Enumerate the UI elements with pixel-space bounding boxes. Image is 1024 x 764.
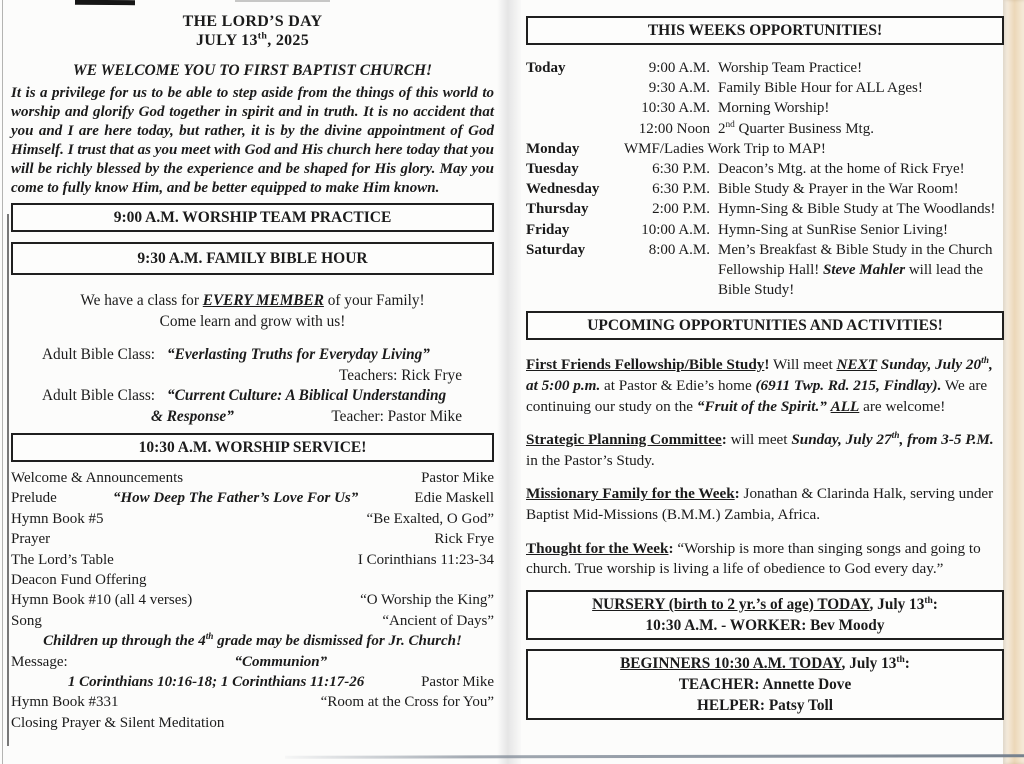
schedule-time: 9:30 A.M.	[648, 80, 710, 97]
nursery-worker: 10:30 A.M. - WORKER: Bev Moody	[645, 616, 885, 634]
schedule-row	[526, 98, 1004, 118]
service-song: “O Worship the King”	[360, 592, 494, 609]
schedule-day	[526, 260, 616, 280]
adult-class-label: Adult Bible Class:	[42, 387, 156, 404]
schedule-day: Friday	[526, 221, 570, 238]
adult-class-row	[11, 345, 494, 366]
schedule-desc: 2nd Quarter Business Mtg.	[718, 119, 874, 137]
service-row	[11, 692, 494, 712]
schedule-time: 6:30 P.M.	[652, 161, 710, 178]
beginners-teacher: TEACHER: Annette Dove	[678, 675, 852, 693]
scan-artifact-top-line	[235, 0, 330, 2]
schedule-day	[526, 119, 616, 139]
welcome-paragraph: It is a privilege for us to be able to step aside from the things of this world to worship and glorify God together in spirit and in truth. It is no accident that you and I are here today, but rather, it is by the divine appointment of God Himself. I trust that as you meet with God and His church here today that you will be richly blessed by the experience and be shaped for His glory. May you come to fully know Him, and be better equipped to make Him known.	[11, 85, 494, 196]
scan-artifact-left-line-dark	[7, 214, 9, 746]
schedule-time: 12:00 Noon	[638, 120, 710, 137]
header-worship-service: 10:30 A.M. WORSHIP SERVICE!	[11, 433, 494, 462]
page-edge-tan-band	[1003, 0, 1024, 764]
schedule-time: 10:30 A.M.	[641, 100, 710, 117]
header-worship-team-practice: 9:00 A.M. WORSHIP TEAM PRACTICE	[11, 203, 494, 232]
schedule-desc: Men’s Breakfast & Bible Study in the Church	[718, 241, 993, 258]
message-title: “Communion”	[234, 653, 328, 670]
schedule-row	[526, 119, 1004, 139]
adult-class-row	[11, 407, 494, 428]
service-scripture: I Corinthians 11:23-34	[357, 551, 494, 568]
service-song-title	[183, 468, 421, 488]
service-row	[11, 631, 494, 651]
nursery-box	[526, 590, 1004, 640]
bulletin-left-page	[11, 12, 494, 733]
adult-class-teacher: Teachers: Rick Frye	[339, 366, 462, 384]
scan-artifact-top-bar	[75, 0, 135, 5]
service-row	[11, 672, 494, 692]
service-song-title	[104, 509, 367, 529]
announcement-thought-for-week: Thought for the Week: “Worship is more than singing songs and going to church. True worship is living a life of obedience to God every day.”	[526, 539, 981, 578]
header-family-bible-hour: 9:30 A.M. FAMILY BIBLE HOUR	[11, 242, 494, 275]
schedule-row	[526, 179, 1004, 199]
beginners-box	[526, 649, 1004, 720]
schedule-day	[526, 98, 616, 118]
schedule-row	[526, 58, 1004, 78]
schedule-day: Thursday	[526, 201, 589, 218]
schedule-row	[526, 159, 1004, 179]
service-song-title	[42, 611, 383, 631]
service-row	[11, 590, 494, 610]
adult-bible-classes	[11, 345, 494, 427]
schedule-day	[526, 78, 616, 98]
service-item: Deacon Fund Offering	[11, 572, 147, 589]
beginners-heading: BEGINNERS 10:30 A.M. TODAY, July 13th:	[620, 654, 910, 672]
service-song-title	[50, 529, 434, 549]
service-item: Prelude	[11, 490, 57, 507]
page-title-date: JULY 13th, 2025	[195, 30, 310, 49]
schedule-row	[526, 78, 1004, 98]
service-row	[11, 652, 494, 672]
class-invite-line2: Come learn and grow with us!	[159, 313, 346, 330]
schedule-row	[526, 280, 1004, 300]
service-song-title	[224, 713, 494, 733]
service-item: Song	[11, 612, 42, 629]
adult-class-title: “Everlasting Truths for Everyday Living”	[167, 346, 430, 363]
schedule-time	[624, 260, 710, 280]
schedule-row	[526, 220, 1004, 240]
schedule-time: 2:00 P.M.	[652, 201, 710, 218]
schedule-desc: WMF/Ladies Work Trip to MAP!	[624, 140, 826, 157]
schedule-time: 6:30 P.M.	[652, 181, 710, 198]
announcement-first-friends: First Friends Fellowship/Bible Study! Will meet NEXT Sunday, July 20th, at 5:00 p.m. at Pastor & Edie’s home (6911 Twp. Rd. 215, Findlay). We are continuing our study on the “Fruit of the Spirit.” ALL are welcome!	[526, 356, 993, 415]
schedule-day: Saturday	[526, 241, 586, 258]
announcement-missionary-family: Missionary Family for the Week: Jonathan & Clarinda Halk, serving under Baptist Mid-Missions (B.M.M.) Zambia, Africa.	[526, 485, 994, 523]
schedule-day: Wednesday	[526, 181, 600, 198]
scan-artifact-bottom-edge	[285, 754, 1024, 759]
service-row	[11, 713, 494, 733]
announcement-strategic-planning: Strategic Planning Committee: will meet Sunday, July 27th, from 3-5 P.M. in the Pastor’s Study.	[526, 431, 994, 469]
nursery-heading: NURSERY (birth to 2 yr.’s of age) TODAY, July 13th:	[592, 595, 938, 613]
schedule-desc: Hymn-Sing at SunRise Senior Living!	[718, 221, 948, 238]
beginners-helper: HELPER: Patsy Toll	[697, 696, 833, 714]
schedule-day	[526, 280, 616, 300]
service-song-title	[119, 692, 321, 712]
schedule-row	[526, 240, 1004, 260]
adult-class-title: “Current Culture: A Biblical Understanding	[167, 387, 447, 404]
service-item: The Lord’s Table	[11, 551, 114, 568]
service-song-title: “How Deep The Father’s Love For Us”	[112, 490, 359, 507]
service-row	[11, 550, 494, 570]
service-item: Closing Prayer & Silent Meditation	[11, 714, 225, 731]
service-person: Edie Maskell	[414, 490, 494, 507]
schedule-time: 8:00 A.M.	[648, 241, 710, 258]
schedule-day: Today	[526, 60, 566, 76]
schedule-row	[526, 199, 1004, 219]
service-row	[11, 529, 494, 549]
service-song-title	[114, 550, 358, 570]
scan-artifact-left-line-light	[2, 0, 3, 764]
schedule-desc: Bible Study & Prayer in the War Room!	[718, 181, 959, 198]
page-fold-shadow	[497, 0, 521, 764]
service-item: Welcome & Announcements	[11, 470, 184, 486]
service-song: “Be Exalted, O God”	[366, 510, 494, 527]
service-person: Pastor Mike	[421, 470, 494, 486]
header-upcoming-opportunities: UPCOMING OPPORTUNITIES AND ACTIVITIES!	[526, 311, 1004, 340]
service-item: Hymn Book #10 (all 4 verses)	[11, 592, 193, 609]
adult-class-teacher: Teacher: Pastor Mike	[331, 407, 462, 425]
service-song: “Room at the Cross for You”	[320, 694, 494, 711]
schedule-desc: Deacon’s Mtg. at the home of Rick Frye!	[718, 161, 965, 178]
header-this-weeks-opportunities: THIS WEEKS OPPORTUNITIES!	[526, 16, 1004, 45]
schedule-desc: Morning Worship!	[718, 100, 830, 117]
class-invite-line1: We have a class for EVERY MEMBER of your Family!	[80, 292, 425, 309]
schedule-day: Tuesday	[526, 161, 579, 178]
service-song-title	[192, 590, 360, 610]
service-item: Hymn Book #5	[11, 510, 104, 527]
service-row	[11, 570, 494, 590]
adult-class-label: Adult Bible Class:	[42, 346, 156, 363]
service-person: Rick Frye	[434, 531, 494, 548]
service-item: Hymn Book #331	[11, 694, 119, 711]
schedule-time: 10:00 A.M.	[641, 221, 710, 238]
schedule-desc: Family Bible Hour for ALL Ages!	[718, 80, 923, 97]
bulletin-right-page	[526, 16, 1004, 720]
schedule-time: 9:00 A.M.	[648, 60, 710, 76]
message-scripture: 1 Corinthians 10:16-18; 1 Corinthians 11:17-26	[67, 674, 365, 691]
schedule-day: Monday	[526, 140, 580, 157]
adult-class-row	[11, 386, 494, 407]
schedule-row	[526, 139, 1004, 159]
schedule-time	[624, 280, 710, 300]
service-row	[11, 611, 494, 631]
service-row	[11, 488, 494, 508]
welcome-heading: WE WELCOME YOU TO FIRST BAPTIST CHURCH!	[72, 62, 433, 79]
schedule-desc: Hymn-Sing & Bible Study at The Woodlands!	[718, 201, 996, 218]
service-item: Message:	[11, 653, 68, 670]
order-of-service	[11, 468, 494, 733]
adult-class-title-cont: & Response”	[151, 407, 234, 425]
schedule-desc: Bible Study!	[718, 282, 795, 299]
service-song: “Ancient of Days”	[382, 612, 494, 629]
schedule-row	[526, 260, 1004, 280]
schedule-desc: Worship Team Practice!	[718, 60, 863, 76]
schedule-desc: Fellowship Hall! Steve Mahler will lead the	[718, 262, 983, 279]
service-song-title	[147, 570, 494, 590]
service-row	[11, 509, 494, 529]
class-invite-block	[11, 290, 494, 332]
service-row	[11, 468, 494, 488]
jr-church-note: Children up through the 4th grade may be dismissed for Jr. Church!	[43, 632, 462, 650]
service-item: Prayer	[11, 531, 51, 548]
service-person: Pastor Mike	[421, 674, 494, 691]
page-title-line1: THE LORD’S DAY	[182, 13, 323, 30]
weekly-schedule	[526, 58, 1004, 300]
